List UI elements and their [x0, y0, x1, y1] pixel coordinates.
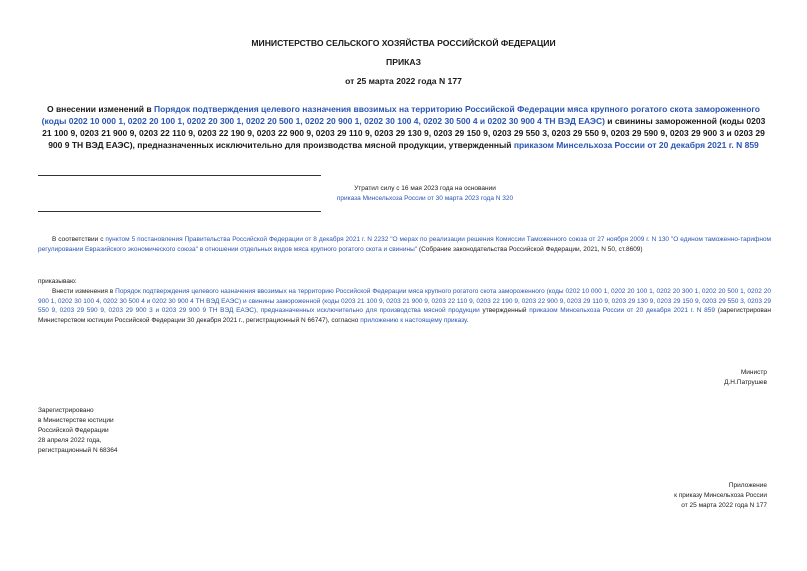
appendix-line-1: Приложение: [728, 482, 767, 489]
registration-line-4: 28 апреля 2022 года,: [38, 437, 102, 444]
doc-type-heading: ПРИКАЗ: [386, 57, 421, 67]
signature-position: Министр: [740, 369, 767, 376]
preamble-paragraph: [38, 235, 771, 254]
registration-line-5: регистрационный N 68364: [38, 447, 118, 454]
body-text-3: (зарегистрирован Министерством юстиции Российской Федерации 30 декабря 2021 г., регистрационный N 66747), согласно: [38, 307, 772, 324]
status-note: [300, 184, 550, 204]
signature-name: Д.Н.Патрушев: [724, 379, 767, 386]
body-appendix-link[interactable]: приложению к настоящему приказу: [360, 316, 467, 324]
registration-line-3: Российской Федерации: [38, 427, 109, 434]
registration-line-1: Зарегистрировано: [38, 407, 94, 414]
status-note-text: Утратил силу с 16 мая 2023 года на основании: [354, 185, 496, 192]
status-note-link[interactable]: приказа Минсельхоза России от 30 марта 2023 года N 320: [336, 195, 514, 202]
order-body-paragraph: [38, 287, 771, 325]
signature-block: [724, 368, 767, 388]
preamble-text-start: В соответствии с: [52, 236, 106, 243]
body-text-2: утвержденный: [479, 307, 530, 315]
preamble-resolution-link[interactable]: пунктом 5 постановления Правительства Российской Федерации от 8 декабря 2021 г. N 2232 "О мерах по реализации решения Комиссии Таможенного союза от 27 ноября 2009 г. N 130 "О едином таможенно-тарифном регулировании Евразийского экономического союза" в отношении отдельных видов мяса крупного рогатого скота и свинины": [38, 236, 771, 253]
body-procedure-link[interactable]: Порядок подтверждения целевого назначения ввозимых на территорию Российской Федерации мяса крупного рогатого скота замороженного (коды 0202 10 000 1, 0202 20 100 1, 0202 20 300 1, 0202 20 500 1, 0202 20 900 1, 0202 30 100 4, 0202 30 500 4 и 0202 30 900 4 ТН ВЭД ЕАЭС) и свинины замороженной (коды 0203 21 100 9, 0203 21 900 9, 0203 22 110 9, 0203 22 190 9, 0203 22 900 9, 0203 29 110 9, 0203 29 130 9, 0203 29 150 9, 0203 29 550 3, 0203 29 550 9, 0203 29 590 9, 0203 29 900 3 и 0203 29 900 9 ТН ВЭД ЕАЭС), предназначенных исключительно для производства мясной продукции: [38, 288, 771, 315]
title-procedure-link[interactable]: Порядок подтверждения целевого назначения ввозимых на территорию Российской Федерации мяса крупного рогатого скота замороженного (коды 0202 10 000 1, 0202 20 100 1, 0202 20 300 1, 0202 20 500 1, 0202 20 900 1, 0202 30 100 4, 0202 30 500 4 и 0202 30 900 4 ТН ВЭД ЕАЭС): [41, 104, 761, 126]
divider-bottom: [38, 211, 321, 212]
preamble-text-end: (Собрание законодательства Российской Федерации, 2021, N 50, ст.8609): [417, 245, 643, 253]
appendix-block: [674, 481, 767, 511]
doc-date-number: от 25 марта 2022 года N 177: [345, 76, 462, 86]
appendix-line-2: к приказу Минсельхоза России: [674, 492, 767, 499]
registration-block: [38, 406, 118, 456]
order-word: приказываю:: [38, 278, 77, 285]
body-order-link[interactable]: приказом Минсельхоза России от 20 декабря 2021 г. N 859: [529, 307, 716, 315]
body-text-4: .: [466, 316, 469, 324]
title-order-link[interactable]: приказом Минсельхоза России от 20 декабря 2021 г. N 859: [513, 140, 759, 150]
divider-top: [38, 175, 321, 176]
title-middle: и свинины замороженной (коды 0203 21 100 9, 0203 21 900 9, 0203 22 110 9, 0203 22 190 9, 0203 22 900 9, 0203 29 110 9, 0203 29 130 9, 0203 29 150 9, 0203 29 550 3, 0203 29 550 9, 0203 29 590 9, 0203 29 900 3 и 0203 29 900 9 ТН ВЭД ЕАЭС), предназначенных исключительно для производства мясной продукции, утвержденный: [42, 116, 766, 150]
appendix-line-3: от 25 марта 2022 года N 177: [681, 502, 767, 509]
title-prefix: О внесении изменений в: [46, 104, 154, 114]
body-text-1: Внести изменения в: [52, 288, 116, 295]
registration-line-2: в Министерстве юстиции: [38, 417, 114, 424]
document-title: [40, 103, 767, 151]
ministry-heading: МИНИСТЕРСТВО СЕЛЬСКОГО ХОЗЯЙСТВА РОССИЙСКОЙ ФЕДЕРАЦИИ: [251, 38, 556, 48]
